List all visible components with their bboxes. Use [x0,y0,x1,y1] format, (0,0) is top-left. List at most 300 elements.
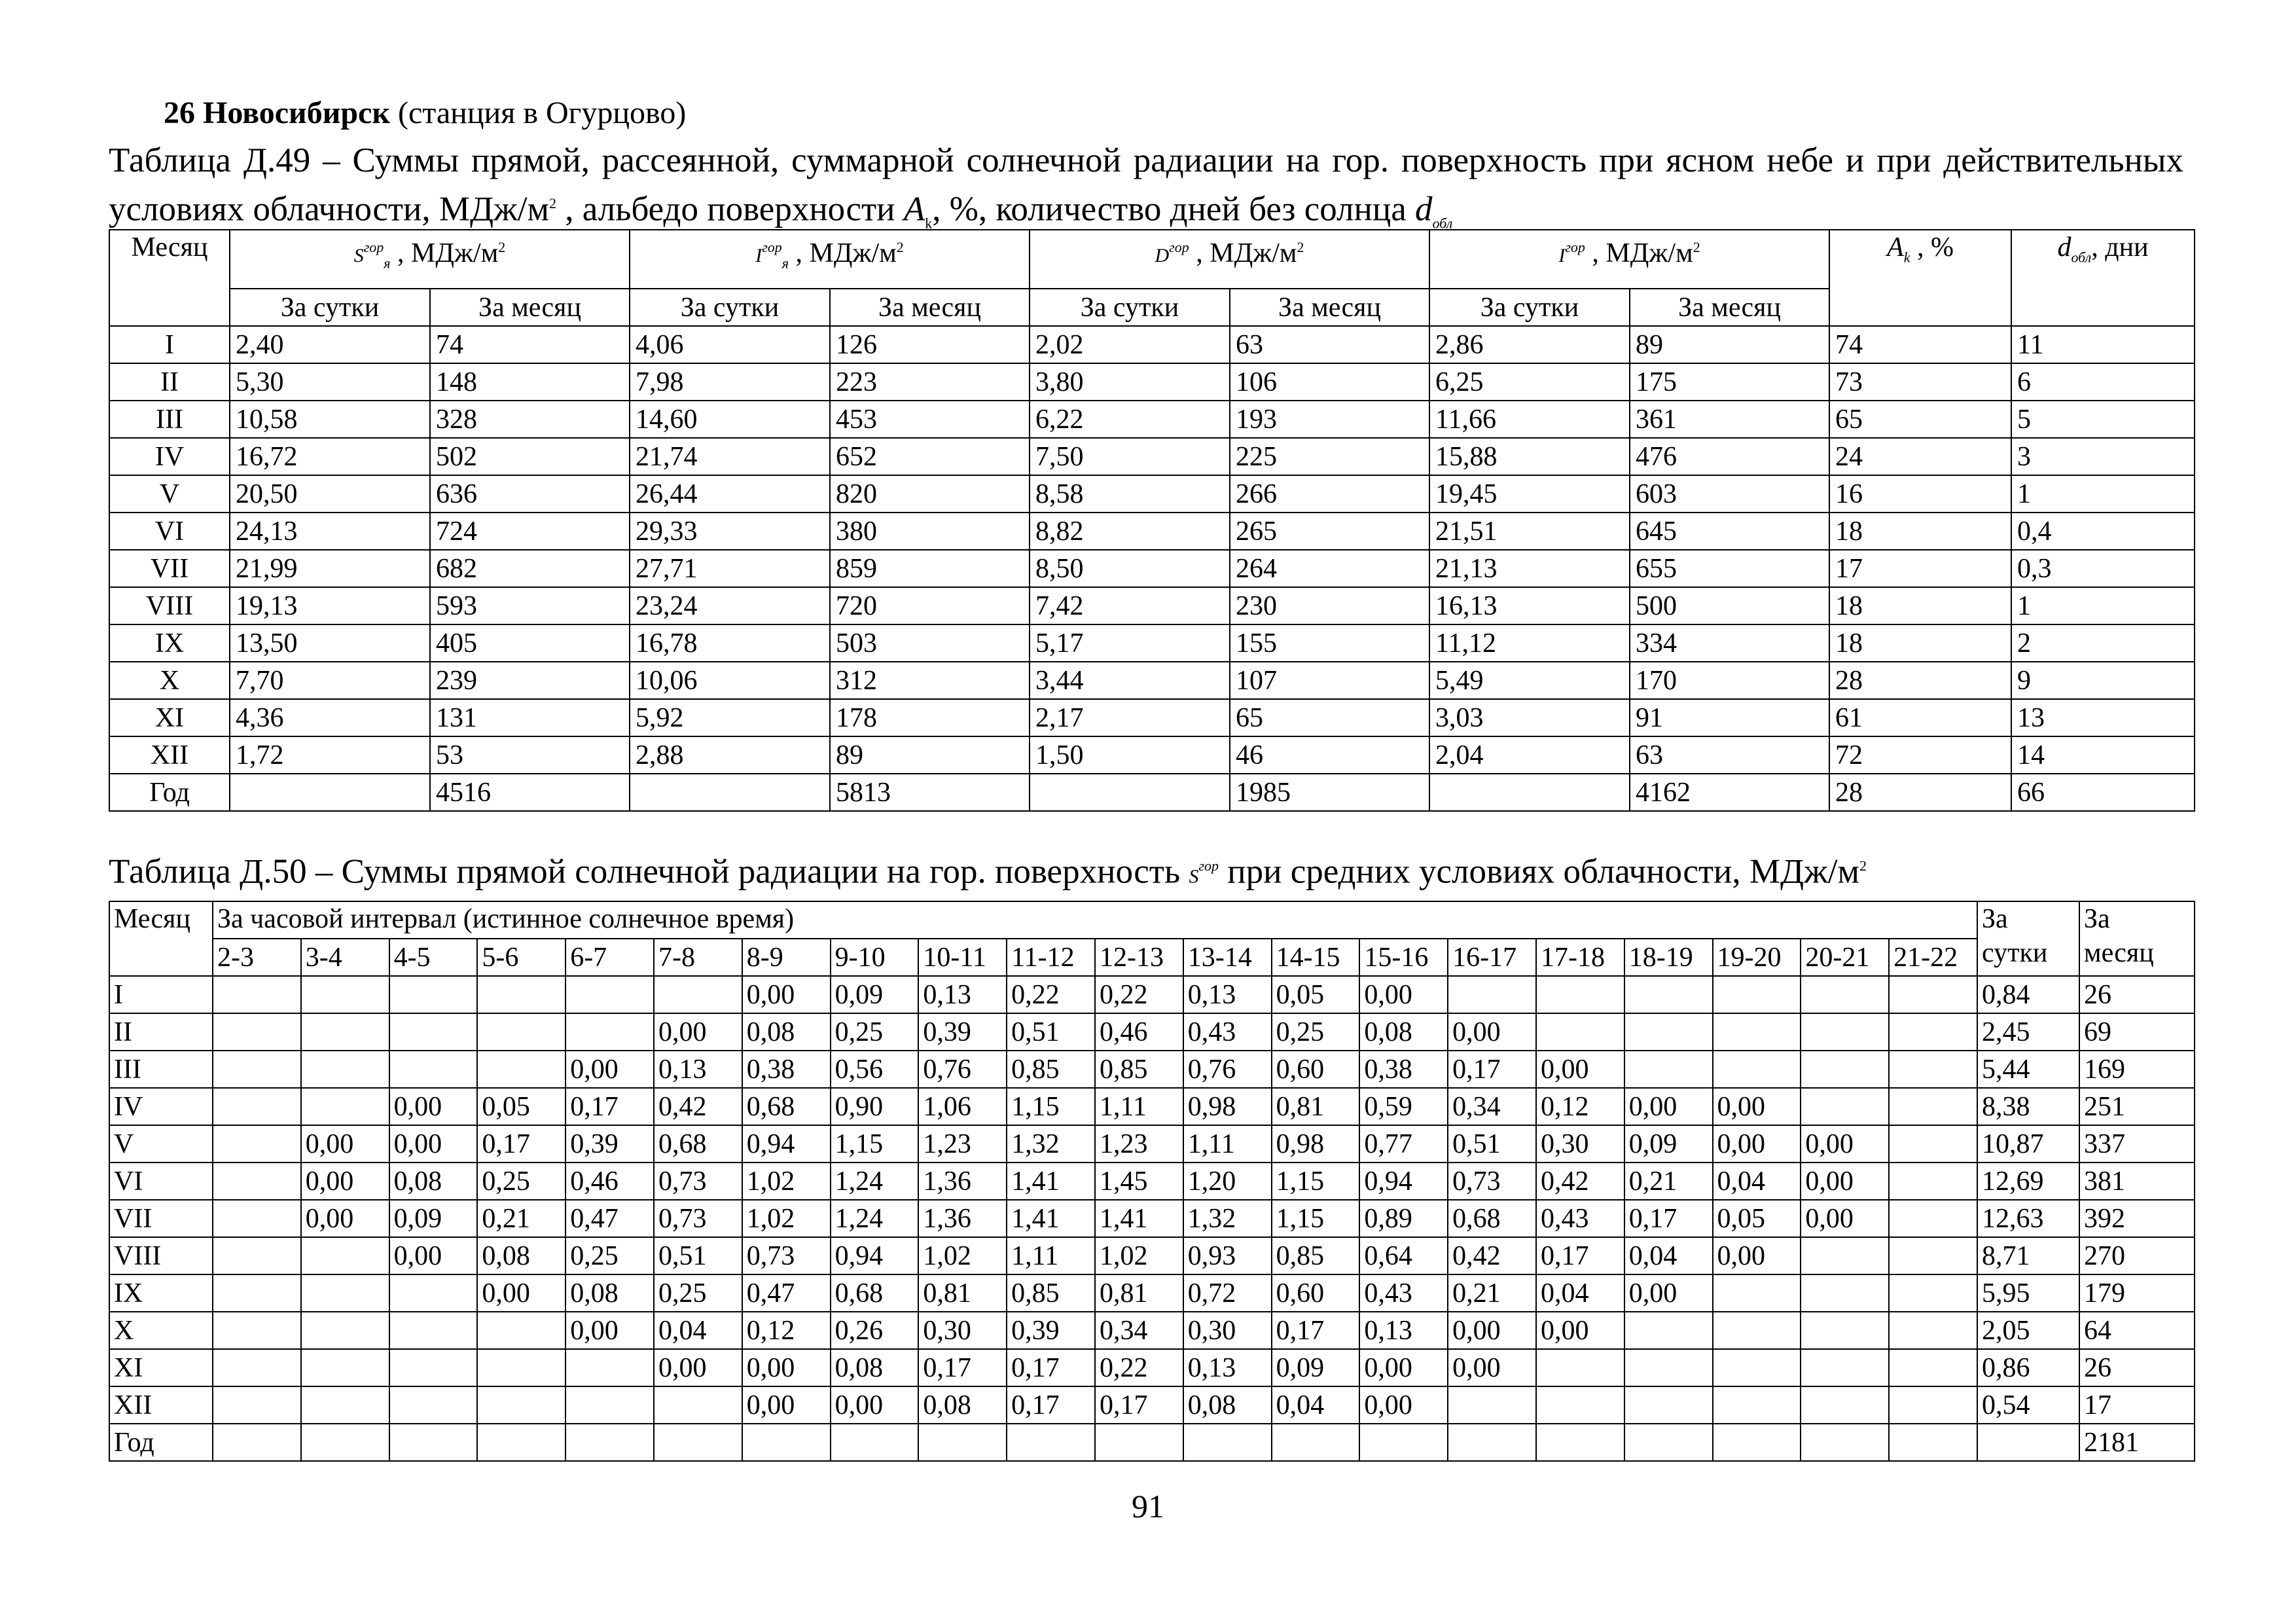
value-cell [1359,1424,1448,1461]
value-cell [1889,1051,1977,1088]
value-cell [389,976,478,1013]
value-cell: 0,17 [1536,1237,1624,1274]
value-cell: 381 [2079,1163,2195,1200]
value-cell: 0,21 [1624,1163,1713,1200]
value-cell [1624,1349,1713,1386]
section-heading [164,95,686,132]
value-cell: 1 [2011,475,2195,513]
value-cell: 1,11 [1183,1125,1272,1163]
value-cell [1713,1274,1801,1312]
value-cell: 0,08 [742,1013,831,1051]
value-cell: 0,39 [1007,1312,1095,1349]
section-heading-rest: (станция в Огурцово) [390,96,687,130]
value-cell: 0,05 [1272,976,1360,1013]
caption-subscript: k [925,215,933,232]
value-cell: 0,00 [742,1349,831,1386]
value-cell: 7,70 [230,662,430,699]
value-cell [1801,1349,1889,1386]
value-cell: 0,17 [1007,1386,1095,1424]
value-cell: 126 [830,326,1030,363]
value-cell: 0,13 [1183,976,1272,1013]
value-cell: 17 [1829,550,2011,587]
value-cell: 0,00 [1713,1125,1801,1163]
value-cell: 0,00 [1359,1349,1448,1386]
value-cell: 0,25 [477,1163,565,1200]
value-cell: 0,42 [1448,1237,1536,1274]
value-cell [1889,976,1977,1013]
value-cell: 20,50 [230,475,430,513]
value-cell [213,1274,301,1312]
value-cell: 0,85 [1007,1051,1095,1088]
value-cell: 0,81 [1095,1274,1183,1312]
month-cell: III [109,401,230,438]
value-cell: 2,04 [1429,736,1630,774]
value-cell: 0,39 [918,1013,1007,1051]
value-cell [1624,1424,1713,1461]
value-cell [477,1013,565,1051]
value-cell: 0,46 [1095,1013,1183,1051]
value-cell: 11,12 [1429,624,1630,662]
value-cell: 0,68 [831,1274,919,1312]
value-cell [1624,976,1713,1013]
group-unit-power: 2 [1693,239,1700,255]
value-cell [301,1424,389,1461]
value-cell: 66 [2011,774,2195,811]
value-cell: 2,45 [1977,1013,2079,1051]
value-cell: 0,00 [742,1386,831,1424]
value-cell: 0,68 [1448,1200,1536,1237]
value-cell: 0,00 [301,1125,389,1163]
value-cell: 0,85 [1272,1237,1360,1274]
value-cell: 9 [2011,662,2195,699]
group-unit: , МДж/м [1189,238,1297,268]
value-cell: 0,04 [1713,1163,1801,1200]
value-cell [565,1349,654,1386]
value-cell [1889,1349,1977,1386]
value-cell: 4162 [1630,774,1829,811]
month-cell: XII [109,736,230,774]
value-cell: 61 [1829,699,2011,736]
value-cell [1713,1051,1801,1088]
value-cell: 251 [2079,1088,2195,1125]
value-cell: 10,06 [630,662,830,699]
value-cell: 5,95 [1977,1274,2079,1312]
value-cell: 1,02 [742,1200,831,1237]
albedo-unit: , % [1910,232,1954,262]
value-cell: 0,17 [1095,1386,1183,1424]
value-cell: 18 [1829,513,2011,550]
value-cell [230,774,430,811]
interval-label: 3-4 [301,939,389,976]
section-heading-bold: 26 Новосибирск [164,96,391,130]
group-symbol: D [1155,245,1170,266]
value-cell [301,1312,389,1349]
albedo-header [1829,230,2011,326]
value-cell: 5,17 [1030,624,1230,662]
value-cell: 64 [2079,1312,2195,1349]
value-cell: 0,81 [1272,1088,1360,1125]
value-cell: 0,04 [654,1312,742,1349]
value-cell: 0,17 [565,1088,654,1125]
group-header-i [1429,230,1829,289]
value-cell: 6 [2011,363,2195,401]
value-cell: 1,02 [918,1237,1007,1274]
value-cell: 405 [430,624,630,662]
table-row [109,1274,2195,1312]
interval-label: 17-18 [1536,939,1624,976]
value-cell: 8,71 [1977,1237,2079,1274]
value-cell: 0,98 [1272,1125,1360,1163]
group-superscript: гор [762,239,782,255]
value-cell [630,774,830,811]
month-cell: XI [109,1349,213,1386]
table-row [109,976,2195,1013]
value-cell: 655 [1630,550,1829,587]
value-cell: 0,89 [1359,1200,1448,1237]
value-cell: 16,13 [1429,587,1630,624]
table-row [109,1237,2195,1274]
value-cell: 859 [830,550,1030,587]
value-cell: 1,45 [1095,1163,1183,1200]
value-cell: 63 [1230,326,1429,363]
value-cell: 0,00 [654,1013,742,1051]
group-subscript: я [781,255,789,272]
value-cell: 0,00 [565,1051,654,1088]
value-cell [1536,1424,1624,1461]
value-cell: 0,04 [1272,1386,1360,1424]
value-cell: 1,24 [831,1163,919,1200]
value-cell [301,1237,389,1274]
value-cell [1889,1274,1977,1312]
value-cell: 0,94 [1359,1163,1448,1200]
interval-label: 21-22 [1889,939,1977,976]
value-cell [213,1200,301,1237]
days-subscript: обл [2071,249,2092,266]
caption-subscript: обл [1432,215,1453,232]
value-cell: 21,99 [230,550,430,587]
value-cell: 193 [1230,401,1429,438]
value-cell: 24 [1829,438,2011,475]
month-cell: I [109,976,213,1013]
table-row [109,1013,2195,1051]
value-cell: 1,32 [1007,1125,1095,1163]
value-cell: 0,08 [389,1163,478,1200]
value-cell: 11 [2011,326,2195,363]
value-cell: 0,76 [1183,1051,1272,1088]
value-cell: 21,51 [1429,513,1630,550]
value-cell: 5813 [830,774,1030,811]
value-cell: 5 [2011,401,2195,438]
value-cell [1889,1386,1977,1424]
value-cell: 89 [1630,326,1829,363]
interval-label: 12-13 [1095,939,1183,976]
value-cell: 65 [1829,401,2011,438]
value-cell [1889,1013,1977,1051]
value-cell: 0,04 [1624,1237,1713,1274]
value-cell: 0,08 [565,1274,654,1312]
value-cell: 155 [1230,624,1429,662]
value-cell [1713,1312,1801,1349]
value-cell: 5,30 [230,363,430,401]
value-cell: 14,60 [630,401,830,438]
value-cell [477,1349,565,1386]
value-cell [1889,1163,1977,1200]
interval-label: 8-9 [742,939,831,976]
value-cell [1448,976,1536,1013]
value-cell [213,976,301,1013]
value-cell: 0,13 [1359,1312,1448,1349]
value-cell: 0,00 [1448,1349,1536,1386]
value-cell [213,1349,301,1386]
group-symbol: I [1558,245,1566,266]
value-cell: 0,00 [831,1386,919,1424]
value-cell: 0,73 [742,1237,831,1274]
value-cell: 0,51 [1448,1125,1536,1163]
value-cell [565,1013,654,1051]
value-cell [1801,1386,1889,1424]
value-cell: 169 [2079,1051,2195,1088]
group-superscript: гор [1169,239,1189,255]
value-cell [1977,1424,2079,1461]
value-cell: 239 [430,662,630,699]
value-cell [1801,1088,1889,1125]
table-row [109,1125,2195,1163]
value-cell: 74 [1829,326,2011,363]
interval-label: 7-8 [654,939,742,976]
value-cell: 0,00 [1448,1312,1536,1349]
value-cell [1713,1013,1801,1051]
value-cell: 7,42 [1030,587,1230,624]
day-total-header [1977,901,2079,976]
value-cell: 107 [1230,662,1429,699]
value-cell: 179 [2079,1274,2195,1312]
value-cell: 0,68 [742,1088,831,1125]
month-cell: V [109,475,230,513]
value-cell: 131 [430,699,630,736]
value-cell: 1,11 [1095,1088,1183,1125]
value-cell [831,1424,919,1461]
value-cell: 392 [2079,1200,2195,1237]
value-cell [1889,1424,1977,1461]
month-total-header-line1: За [2084,904,2110,934]
value-cell: 0,77 [1359,1125,1448,1163]
value-cell [1624,1013,1713,1051]
caption-symbol: S [1189,865,1199,888]
value-cell: 0,00 [389,1088,478,1125]
value-cell: 69 [2079,1013,2195,1051]
interval-label: 15-16 [1359,939,1448,976]
value-cell: 1,11 [1007,1237,1095,1274]
value-cell: 73 [1829,363,2011,401]
value-cell: 0,59 [1359,1088,1448,1125]
subheader-month: За месяц [830,289,1030,326]
month-cell: VIII [109,1237,213,1274]
value-cell: 0,73 [1448,1163,1536,1200]
value-cell: 0,17 [918,1349,1007,1386]
value-cell: 4,36 [230,699,430,736]
value-cell: 380 [830,513,1030,550]
value-cell: 2181 [2079,1424,2195,1461]
value-cell: 11,66 [1429,401,1630,438]
month-cell: Год [109,1424,213,1461]
value-cell: 74 [430,326,630,363]
value-cell: 223 [830,363,1030,401]
value-cell: 2,05 [1977,1312,2079,1349]
interval-label: 20-21 [1801,939,1889,976]
caption-text: при средних условиях облачности, МДж/м [1218,852,1860,891]
group-header-d [1030,230,1429,289]
value-cell: 0,4 [2011,513,2195,550]
table-row [109,1349,2195,1386]
month-cell: II [109,1013,213,1051]
value-cell [477,1424,565,1461]
caption-superscript: 2 [1859,857,1867,874]
value-cell: 0,08 [1183,1386,1272,1424]
value-cell [654,1386,742,1424]
value-cell: 0,51 [654,1237,742,1274]
value-cell: 0,00 [1536,1051,1624,1088]
table-row [109,736,2195,774]
value-cell: 0,08 [1359,1013,1448,1051]
value-cell [1183,1424,1272,1461]
value-cell: 1,41 [1007,1200,1095,1237]
value-cell [1030,774,1230,811]
group-unit: , МДж/м [390,238,499,268]
value-cell: 10,87 [1977,1125,2079,1163]
value-cell: 2,40 [230,326,430,363]
value-cell [1007,1424,1095,1461]
table-row [109,475,2195,513]
value-cell: 603 [1630,475,1829,513]
group-unit: , МДж/м [789,238,897,268]
value-cell: 12,63 [1977,1200,2079,1237]
value-cell: 0,39 [565,1125,654,1163]
value-cell: 0,22 [1007,976,1095,1013]
value-cell: 21,13 [1429,550,1630,587]
value-cell: 0,00 [1536,1312,1624,1349]
value-cell: 65 [1230,699,1429,736]
value-cell [654,976,742,1013]
value-cell: 264 [1230,550,1429,587]
value-cell: 3 [2011,438,2195,475]
value-cell: 0,76 [918,1051,1007,1088]
value-cell: 503 [830,624,1030,662]
value-cell: 13 [2011,699,2195,736]
interval-label: 4-5 [389,939,478,976]
table-row [109,1051,2195,1088]
table-50 [109,901,2195,1462]
value-cell: 178 [830,699,1030,736]
value-cell: 0,00 [1624,1274,1713,1312]
value-cell: 0,17 [477,1125,565,1163]
value-cell: 0,00 [389,1125,478,1163]
day-total-header-line1: За [1982,904,2008,934]
value-cell [213,1125,301,1163]
value-cell: 10,58 [230,401,430,438]
value-cell: 7,50 [1030,438,1230,475]
value-cell: 3,03 [1429,699,1630,736]
value-cell: 3,44 [1030,662,1230,699]
value-cell: 1,41 [1095,1200,1183,1237]
value-cell [389,1051,478,1088]
value-cell: 820 [830,475,1030,513]
caption-text: , %, количество дней без солнца [932,190,1415,228]
value-cell [1624,1312,1713,1349]
value-cell [477,1312,565,1349]
value-cell: 106 [1230,363,1429,401]
value-cell [1272,1424,1360,1461]
value-cell [213,1386,301,1424]
value-cell [301,976,389,1013]
group-unit-power: 2 [896,239,904,255]
value-cell: 16,78 [630,624,830,662]
value-cell: 1,15 [831,1125,919,1163]
value-cell [565,1386,654,1424]
month-cell: XII [109,1386,213,1424]
interval-label: 10-11 [918,939,1007,976]
interval-label: 5-6 [477,939,565,976]
interval-label: 9-10 [831,939,919,976]
day-total-header-line2: сутки [1982,938,2048,968]
value-cell: 0,00 [742,976,831,1013]
month-cell: VIII [109,587,230,624]
value-cell [565,976,654,1013]
value-cell: 0,25 [831,1013,919,1051]
value-cell: 0,00 [477,1274,565,1312]
value-cell: 5,44 [1977,1051,2079,1088]
value-cell: 19,45 [1429,475,1630,513]
table-row [109,1200,2195,1237]
table-row [109,1312,2195,1349]
value-cell [301,1051,389,1088]
value-cell [1889,1125,1977,1163]
value-cell: 0,17 [1007,1349,1095,1386]
value-cell: 0,13 [654,1051,742,1088]
value-cell: 0,43 [1359,1274,1448,1312]
value-cell [389,1312,478,1349]
value-cell: 312 [830,662,1030,699]
value-cell: 0,09 [1624,1125,1713,1163]
value-cell: 1 [2011,587,2195,624]
value-cell: 1,32 [1183,1200,1272,1237]
caption-superscript: 2 [549,195,557,211]
value-cell: 148 [430,363,630,401]
month-cell: II [109,363,230,401]
table-row [109,774,2195,811]
table-row [109,1424,2195,1461]
value-cell [1801,1237,1889,1274]
value-cell: 0,00 [565,1312,654,1349]
value-cell: 0,00 [1801,1163,1889,1200]
month-cell: I [109,326,230,363]
value-cell: 0,00 [301,1200,389,1237]
value-cell [1536,1013,1624,1051]
value-cell: 361 [1630,401,1829,438]
value-cell: 4,06 [630,326,830,363]
value-cell: 0,73 [654,1163,742,1200]
value-cell: 0,47 [565,1200,654,1237]
value-cell: 0,09 [389,1200,478,1237]
value-cell: 0,60 [1272,1051,1360,1088]
subheader-month: За месяц [430,289,630,326]
interval-label: 16-17 [1448,939,1536,976]
table-row [109,401,2195,438]
value-cell [213,1051,301,1088]
table-row [109,1163,2195,1200]
month-cell: Год [109,774,230,811]
value-cell: 8,82 [1030,513,1230,550]
table-row [109,363,2195,401]
